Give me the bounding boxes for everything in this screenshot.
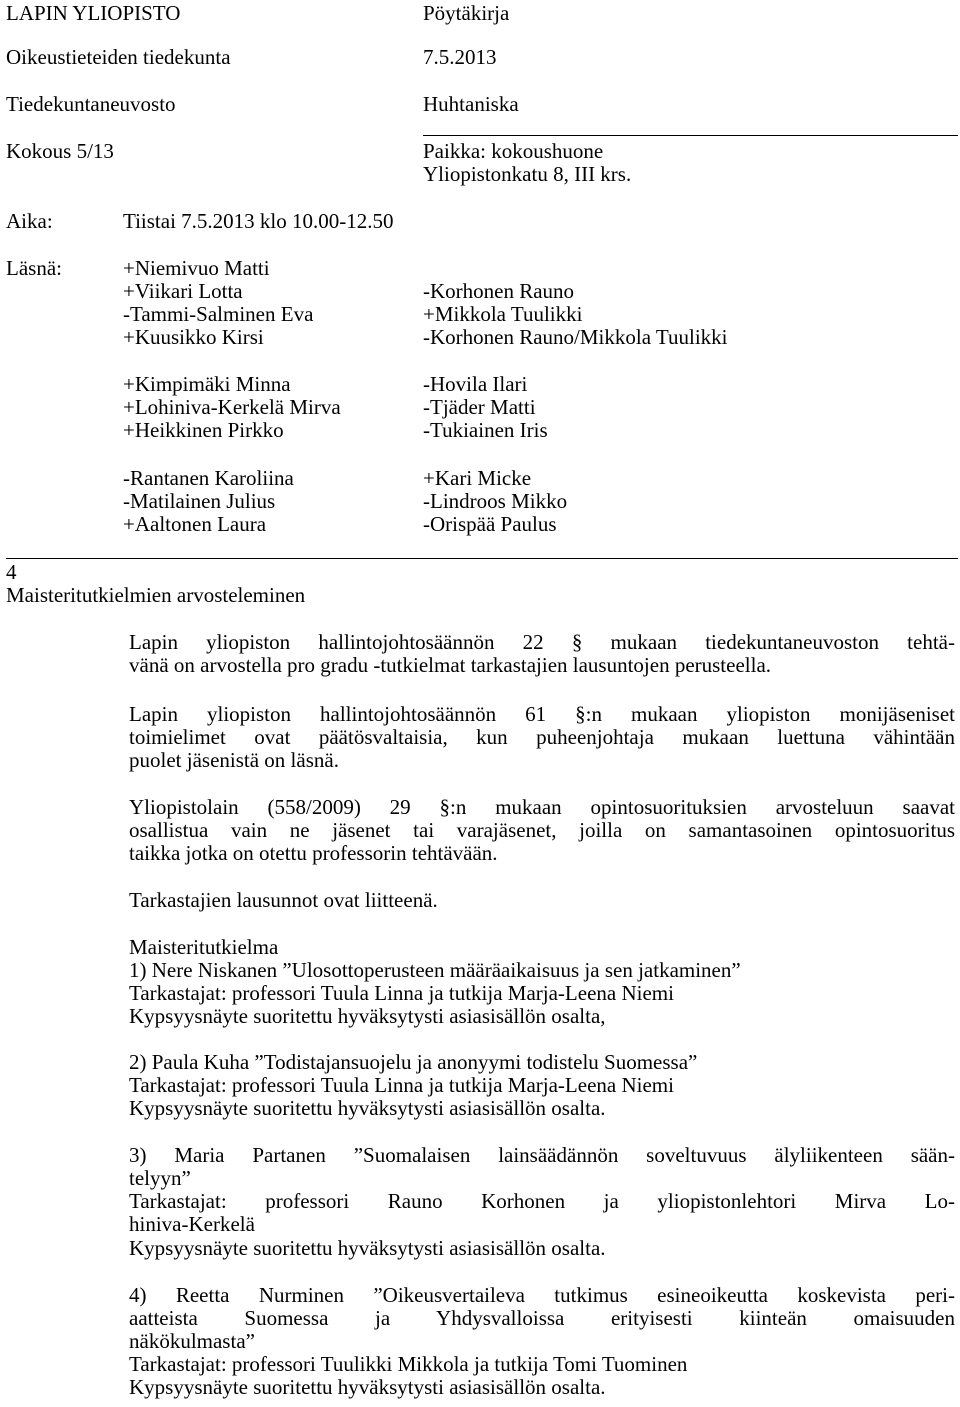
- time-value: Tiistai 7.5.2013 klo 10.00-12.50: [123, 209, 394, 233]
- paragraph-line: puolet jäsenistä on läsnä.: [129, 748, 339, 772]
- thesis-4-title: 4) Reetta Nurminen ”Oikeusvertaileva tutkimus esineoikeutta koskevista peri-: [129, 1283, 955, 1307]
- thesis-3-title: 3) Maria Partanen ”Suomalaisen lainsäädännön soveltuvuus älyliikenteen sään-: [129, 1143, 955, 1167]
- paragraph-line: vänä on arvostella pro gradu -tutkielmat tarkastajien lausuntojen perusteella.: [129, 653, 772, 677]
- thesis-2-maturity-test: Kypsyysnäyte suoritettu hyväksytysti asiasisällön osalta.: [129, 1096, 606, 1120]
- faculty-name: Oikeustieteiden tiedekunta: [6, 45, 231, 69]
- attendee: -Tukiainen Iris: [423, 418, 548, 442]
- attendee: +Kimpimäki Minna: [123, 372, 291, 396]
- month-name: Huhtaniska: [423, 92, 519, 116]
- thesis-2-title: 2) Paula Kuha ”Todistajansuojelu ja anonyymi todistelu Suomessa”: [129, 1050, 698, 1074]
- attendee: +Kari Micke: [423, 466, 532, 490]
- section-rule: [6, 558, 958, 559]
- attendance-group1-right: [423, 280, 728, 349]
- thesis-4-examiners: Tarkastajat: professori Tuulikki Mikkola ja tutkija Tomi Tuominen: [129, 1352, 688, 1376]
- attendance-label: Läsnä:: [6, 256, 62, 280]
- attendance-group3-left: [123, 467, 294, 536]
- attendee: -Tjäder Matti: [423, 395, 536, 419]
- attendee: +Heikkinen Pirkko: [123, 418, 284, 442]
- attendee: -Korhonen Rauno: [423, 279, 575, 303]
- document-type: Pöytäkirja: [423, 1, 510, 25]
- paragraph-line: Lapin yliopiston hallintojohtosäännön 61 §:n mukaan yliopiston monijäseniset: [129, 702, 955, 726]
- paragraph-line: toimielimet ovat päätösvaltaisia, kun puheenjohtaja mukaan luettuna vähintään: [129, 725, 955, 749]
- thesis-3-examiners-cont: hiniva-Kerkelä: [129, 1212, 255, 1236]
- thesis-1-examiners: Tarkastajat: professori Tuula Linna ja tutkija Marja-Leena Niemi: [129, 981, 674, 1005]
- paragraph-line: Lapin yliopiston hallintojohtosäännön 22 § mukaan tiedekuntaneuvoston tehtä-: [129, 630, 955, 654]
- section-title: Maisteritutkielmien arvosteleminen: [6, 583, 306, 607]
- time-label: Aika:: [6, 209, 53, 233]
- attendance-group3-right: [423, 467, 567, 536]
- thesis-4-maturity-test: Kypsyysnäyte suoritettu hyväksytysti asiasisällön osalta.: [129, 1375, 606, 1399]
- attendee: -Korhonen Rauno/Mikkola Tuulikki: [423, 325, 728, 349]
- thesis-4-title-cont: aatteista Suomessa ja Yhdysvalloissa erityisesti kiinteän omaisuuden: [129, 1306, 955, 1330]
- council-name: Tiedekuntaneuvosto: [6, 92, 176, 116]
- attachments-note: Tarkastajien lausunnot ovat liitteenä.: [129, 888, 438, 912]
- section-number: 4: [6, 560, 17, 584]
- attendance-group2-right: [423, 373, 548, 442]
- attendance-group1-left: [123, 257, 313, 349]
- attendee: +Niemivuo Matti: [123, 256, 270, 280]
- meeting-date: 7.5.2013: [423, 45, 497, 69]
- attendee: -Rantanen Karoliina: [123, 466, 294, 490]
- attendee: +Viikari Lotta: [123, 279, 243, 303]
- meeting-place-line2: Yliopistonkatu 8, III krs.: [423, 162, 632, 186]
- attendee: +Lohiniva-Kerkelä Mirva: [123, 395, 341, 419]
- thesis-3-examiners: Tarkastajat: professori Rauno Korhonen ja yliopistonlehtori Mirva Lo-: [129, 1189, 955, 1213]
- attendee: -Orispää Paulus: [423, 512, 557, 536]
- meeting-place-line1: Paikka: kokoushuone: [423, 139, 604, 163]
- thesis-3-title-cont: telyyn”: [129, 1166, 191, 1190]
- attendee: +Kuusikko Kirsi: [123, 325, 264, 349]
- paragraph-line: osallistua vain ne jäsenet tai varajäsenet, joilla on samantasoinen opintosuoritus: [129, 818, 955, 842]
- thesis-3-maturity-test: Kypsyysnäyte suoritettu hyväksytysti asiasisällön osalta.: [129, 1236, 606, 1260]
- thesis-1-maturity-test: Kypsyysnäyte suoritettu hyväksytysti asiasisällön osalta,: [129, 1004, 606, 1028]
- attendance-group2-left: [123, 373, 341, 442]
- header-rule: [423, 135, 958, 136]
- thesis-4-title-cont2: näkökulmasta”: [129, 1329, 255, 1353]
- thesis-1-title: 1) Nere Niskanen ”Ulosottoperusteen määräaikaisuus ja sen jatkaminen”: [129, 958, 741, 982]
- attendee: -Tammi-Salminen Eva: [123, 302, 314, 326]
- attendee: -Hovila Ilari: [423, 372, 528, 396]
- attendee: +Aaltonen Laura: [123, 512, 267, 536]
- university-name: LAPIN YLIOPISTO: [6, 1, 181, 25]
- attendee: -Matilainen Julius: [123, 489, 276, 513]
- meeting-number: Kokous 5/13: [6, 139, 114, 163]
- theses-heading: Maisteritutkielma: [129, 935, 279, 959]
- attendee: -Lindroos Mikko: [423, 489, 568, 513]
- attendee: +Mikkola Tuulikki: [423, 302, 583, 326]
- thesis-2-examiners: Tarkastajat: professori Tuula Linna ja tutkija Marja-Leena Niemi: [129, 1073, 674, 1097]
- paragraph-line: taikka jotka on otettu professorin tehtävään.: [129, 841, 498, 865]
- paragraph-line: Yliopistolain (558/2009) 29 §:n mukaan opintosuorituksien arvosteluun saavat: [129, 795, 955, 819]
